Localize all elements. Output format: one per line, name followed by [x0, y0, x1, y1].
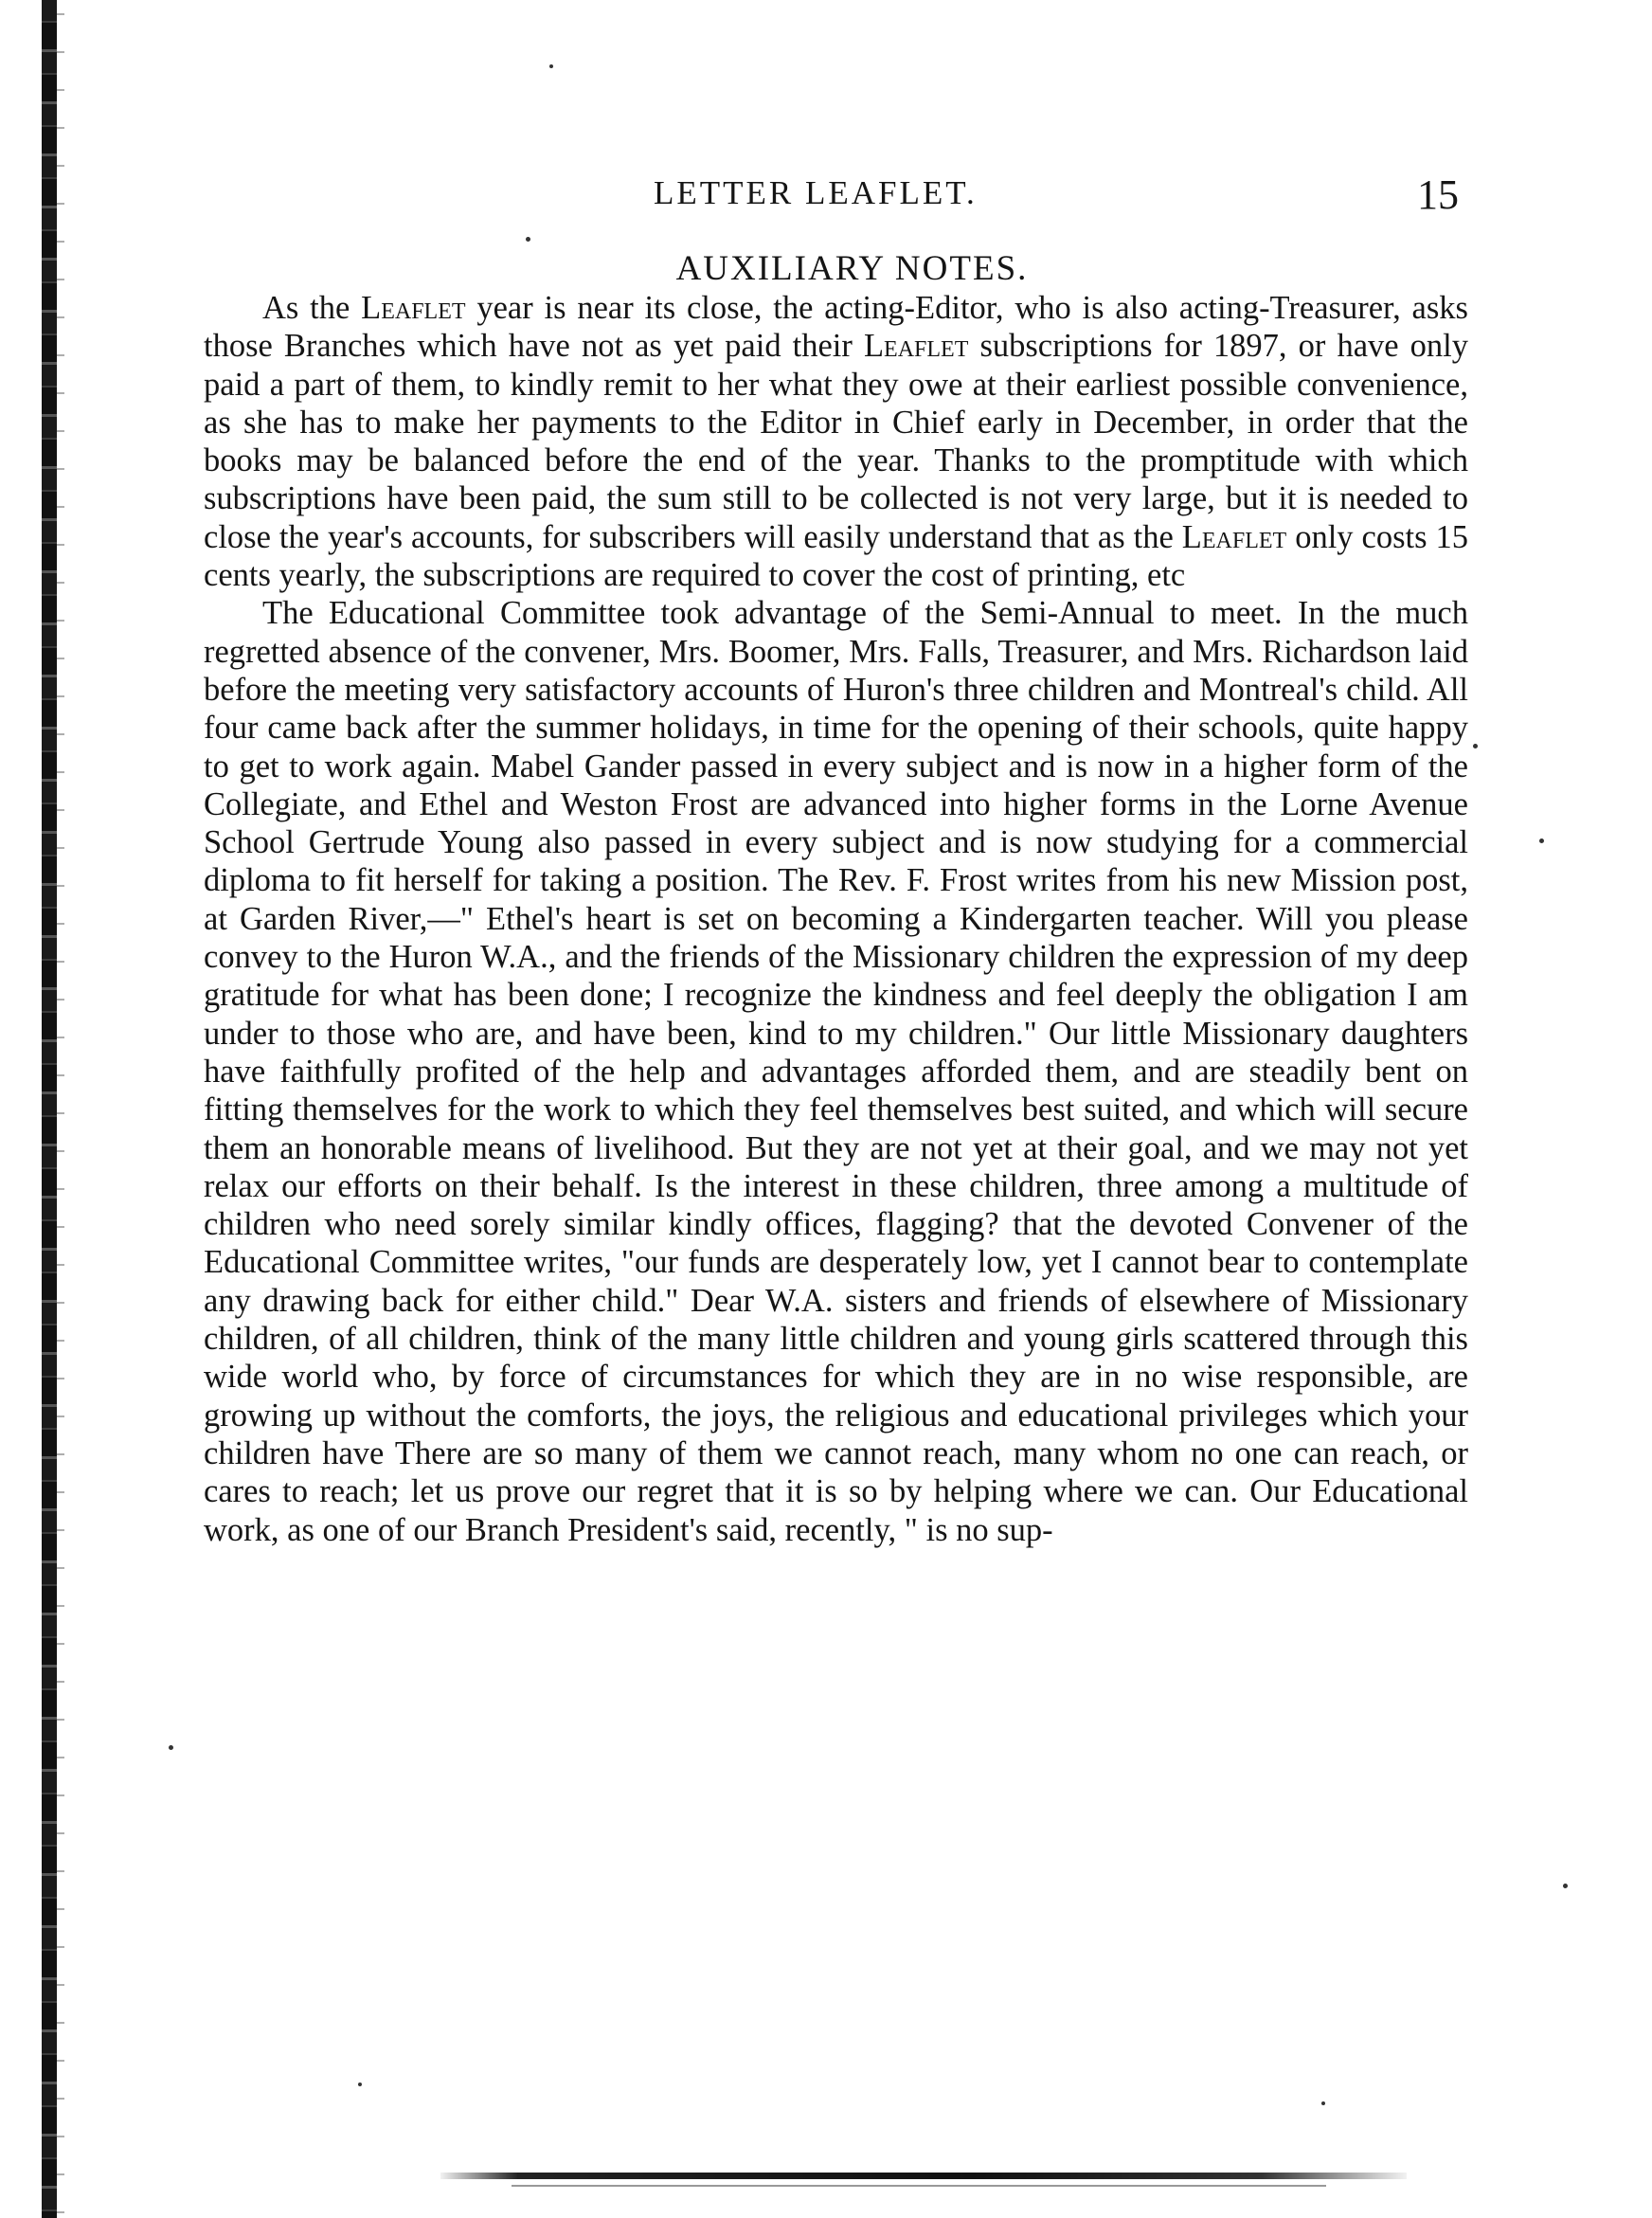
- bottom-rule-thin: [512, 2185, 1326, 2187]
- scan-speck: [549, 64, 553, 68]
- scan-speck: [1321, 2101, 1325, 2105]
- running-head: LETTER LEAFLET.: [654, 174, 978, 211]
- leaflet-name: Leaflet: [863, 328, 969, 365]
- scan-speck: [358, 2083, 362, 2086]
- article-body: [204, 289, 1468, 1549]
- leaflet-name: Leaflet: [361, 290, 466, 326]
- paragraph-educational-committee: The Educational Committee took advantage of the Semi-Annual to meet. In the much regretted absence of the convener, Mrs. Boomer, Mrs. Falls, Treasurer, and Mrs. Richardson laid before the meeting very satisfactory accounts of Huron's three children and Montreal's child. All four came back after the summer holidays, in time for the opening of their schools, quite happy to get to work again. Mabel Gander passed in every subject and is now in a higher form of the Collegiate, and Ethel and Weston Frost are advanced into higher forms in the Lorne Avenue School Gertrude Young also passed in every subject and is now studying for a commercial diploma to fit herself for taking a position. The Rev. F. Frost writes from his new Mission post, at Garden River,—" Ethel's heart is set on becoming a Kindergarten teacher. Will you please convey to the Huron W.A., and the friends of the Missionary children the expression of my deep gratitude for what has been done; I recognize the kindness and feel deeply the obligation I am under to those who are, and have been, kind to my children." Our little Missionary daughters have faithfully profited of the help and advantages afforded them, and are steadily bent on fitting themselves for the work to which they feel themselves best suited, and which will secure them an honorable means of livelihood. But they are not yet at their goal, and we may not yet relax our efforts on their behalf. Is the interest in these children, three among a multitude of children who need sorely similar kindly offices, flagging? that the devoted Convener of the Educational Committee writes, "our funds are desperately low, yet I cannot bear to contemplate any drawing back for either child." Dear W.A. sisters and friends of elsewhere of Missionary children, of all children, think of the many little children and young girls scattered through this wide world who, by force of circumstances for which they are in no wise responsible, are growing up without the comforts, the joys, the religious and educational privileges which your children have There are so many of them we cannot reach, many whom no one can reach, or cares to reach; let us prove our regret that it is so by helping where we can. Our Educational work, as one of our Branch President's said, recently, " is no sup-: [204, 595, 1468, 1548]
- scan-speck: [169, 1745, 173, 1750]
- leaflet-name: Leaflet: [1181, 518, 1287, 555]
- scan-speck: [1563, 1884, 1568, 1888]
- scan-binding-fringe: [57, 0, 64, 2218]
- scan-binding-edge: [42, 0, 57, 2218]
- scan-speck: [1539, 839, 1544, 843]
- scan-speck: [1473, 744, 1478, 748]
- page-number: 15: [1417, 171, 1459, 218]
- paragraph-leaflet-notice: As the Leaflet year is near its close, the acting-Editor, who is also acting-Treasurer, asks those Branches which have not as yet paid their Leaflet subscriptions for 1897, or have only paid a part of them, to kindly remit to her what they owe at their earliest possible convenience, as she has to make her payments to the Editor in Chief early in December, in order that the books may be balanced before the end of the year. Thanks to the promptitude with which subscriptions have been paid, the sum still to be collected is not very large, but it is needed to close the year's accounts, for subscribers will easily understand that as the Leaflet only costs 15 cents yearly, the subscriptions are required to cover the cost of printing, etc: [204, 290, 1469, 594]
- bottom-rule: [440, 2173, 1407, 2179]
- scan-speck: [526, 237, 530, 242]
- page-header: [189, 171, 1459, 227]
- section-title: AUXILIARY NOTES.: [675, 249, 1029, 288]
